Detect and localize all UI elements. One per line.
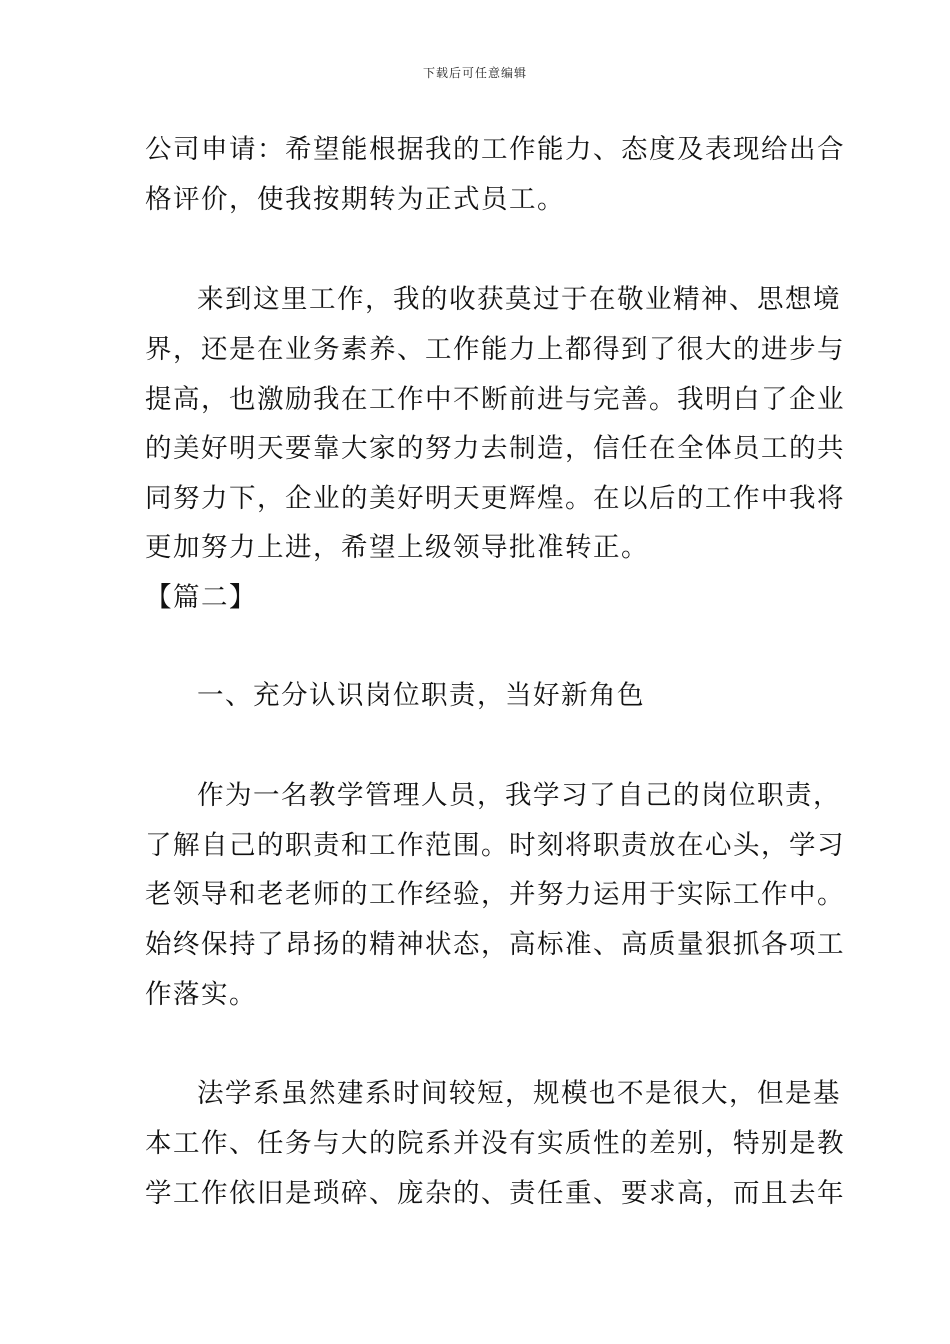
text-line: 老领导和老老师的工作经验，并努力运用于实际工作中。	[145, 879, 845, 910]
text-line: 学工作依旧是琐碎、庞杂的、责任重、要求高，而且去年	[145, 1178, 845, 1209]
text-line: 界，还是在业务素养、工作能力上都得到了很大的进步与	[145, 334, 845, 365]
text-line: 的美好明天要靠大家的努力去制造，信任在全体员工的共	[145, 433, 845, 464]
text-line: 作为一名教学管理人员，我学习了自己的岗位职责，	[197, 780, 841, 811]
subsection-heading: 一、充分认识岗位职责，当好新角色	[197, 680, 645, 711]
text-line: 提高，也激励我在工作中不断前进与完善。我明白了企业	[145, 384, 845, 415]
text-line: 公司申请：希望能根据我的工作能力、态度及表现给出合	[145, 134, 845, 165]
text-line: 始终保持了昂扬的精神状态，高标准、高质量狠抓各项工	[145, 929, 845, 960]
text-line: 同努力下，企业的美好明天更辉煌。在以后的工作中我将	[145, 483, 845, 514]
text-line: 了解自己的职责和工作范围。时刻将职责放在心头，学习	[145, 830, 845, 861]
text-line: 格评价，使我按期转为正式员工。	[145, 184, 565, 215]
text-line: 作落实。	[145, 979, 257, 1010]
text-line: 法学系虽然建系时间较短，规模也不是很大，但是基	[197, 1078, 841, 1109]
text-line: 本工作、任务与大的院系并没有实质性的差别，特别是教	[145, 1128, 845, 1159]
section-heading: 【篇二】	[145, 582, 257, 613]
text-line: 来到这里工作，我的收获莫过于在敬业精神、思想境	[197, 284, 841, 315]
text-line: 更加努力上进，希望上级领导批准转正。	[145, 532, 649, 563]
page-header-note: 下载后可任意编辑	[422, 66, 527, 80]
